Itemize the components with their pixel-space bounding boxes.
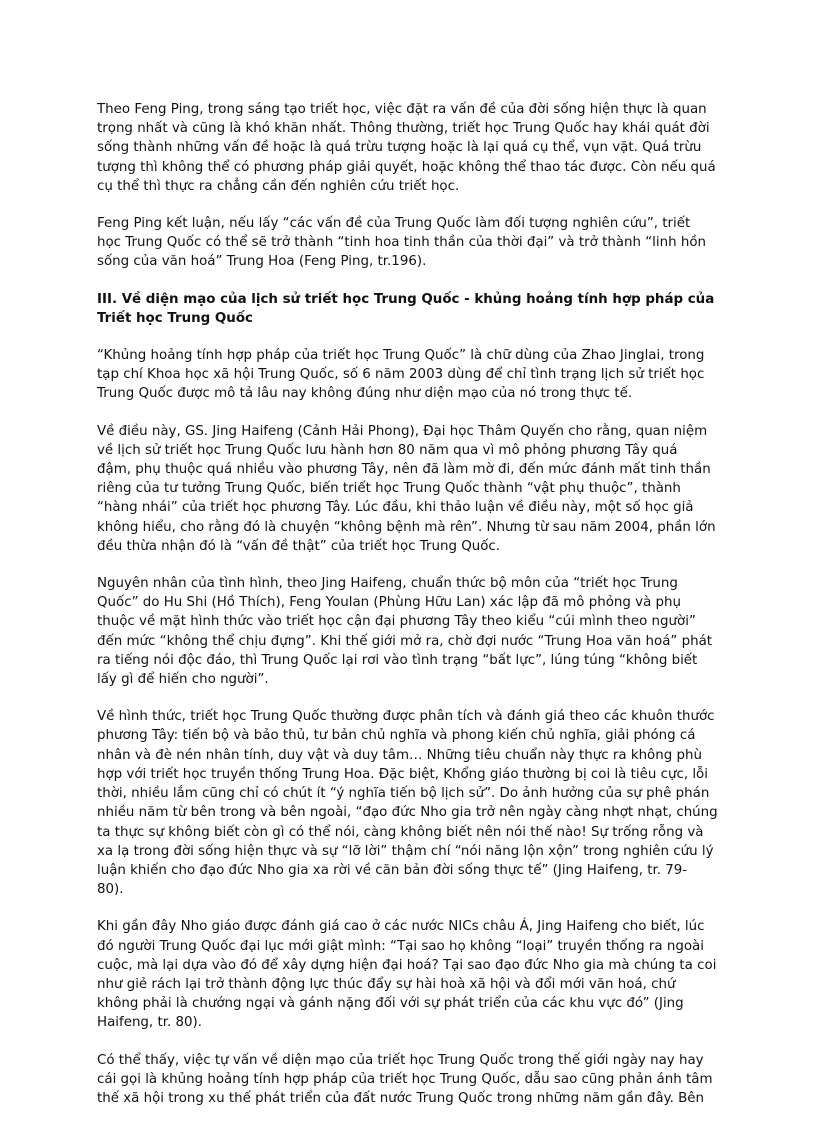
body-paragraph: [97, 346, 719, 404]
heading-line: III. Về diện mạo của lịch sử triết học Trung Quốc - khủng hoảng tính hợp pháp của: [97, 291, 715, 307]
paragraph-line: như giẻ rách lại trở thành động lực thúc đẩy sự hài hoà xã hội và đổi mới văn hoá, chứ: [97, 976, 676, 992]
heading-line: Triết học Trung Quốc: [97, 310, 253, 326]
paragraph-line: ra tiếng nói độc đáo, thì Trung Quốc lại rơi vào tình trạng “bất lực”, lúng túng “không biết: [97, 652, 698, 668]
paragraph-line: luận khiến cho đạo đức Nho gia xa rời về căn bản đời sống thực tế” (Jing Haifeng, tr. 79-: [97, 862, 688, 878]
paragraph-line: “Khủng hoảng tính hợp pháp của triết học Trung Quốc” là chữ dùng của Zhao Jinglai, trong: [97, 348, 705, 364]
paragraph-line: thuộc về mặt hình thức vào triết học cận đại phương Tây theo kiểu “cúi mình theo người”: [97, 614, 696, 630]
paragraph-line: “hàng nhái” của triết học phương Tây. Lúc đầu, khi thảo luận về điều này, một số học giả: [97, 500, 694, 516]
body-paragraph: [97, 100, 719, 196]
paragraph-line: thời, nhiều lắm cũng chỉ có chút ít “ý nghĩa tiến bộ lịch sử”. Do ảnh hưởng của sự phê phán: [97, 786, 710, 802]
paragraph-line: không phải là chướng ngại và gánh nặng đối với sự phát triển của các khu vực đó” (Jing: [97, 996, 684, 1012]
paragraph-line: đó người Trung Quốc đại lục mới giật mình: “Tại sao họ không “loại” truyền thống ra ngoài: [97, 938, 704, 954]
paragraph-line: Quốc” do Hu Shi (Hồ Thích), Feng Youlan (Phùng Hữu Lan) xác lập đã mô phỏng và phụ: [97, 595, 682, 611]
body-paragraph: [97, 422, 719, 556]
paragraph-line: Về hình thức, triết học Trung Quốc thường được phân tích và đánh giá theo các khuôn thước: [97, 709, 715, 725]
paragraph-line: phương Tây: tiến bộ và bảo thủ, tư bản chủ nghĩa và phong kiến chủ nghĩa, giải phóng cá: [97, 728, 696, 744]
body-paragraph: [97, 707, 719, 899]
paragraph-line: thế xã hội trong xu thế phát triển của đất nước Trung Quốc trong những năm gần đây. Bên: [97, 1090, 705, 1106]
paragraph-line: hợp với triết học truyền thống Trung Hoa. Đặc biệt, Khổng giáo thường bị coi là tiêu cực, lỗi: [97, 766, 708, 782]
document-page: [97, 100, 719, 1126]
paragraph-line: đậm, phụ thuộc quá nhiều vào phương Tây, nên đã làm mờ đi, đến mức đánh mất tinh thần: [97, 462, 711, 478]
paragraph-line: đều thừa nhận đó là “vấn đề thật” của triết học Trung Quốc.: [97, 538, 501, 554]
paragraph-line: Theo Feng Ping, trong sáng tạo triết học, việc đặt ra vấn đề của đời sống hiện thực là quan: [97, 102, 707, 117]
body-paragraph: [97, 214, 719, 272]
paragraph-line: xa lạ trong đời sống hiện thực và sự “lỡ lời” thậm chí “nói năng lộn xộn” trong nghiên cứu lý: [97, 843, 714, 859]
body-paragraph: [97, 917, 719, 1032]
paragraph-line: Khi gần đây Nho giáo được đánh giá cao ở các nước NICs châu Á, Jing Haifeng cho biết, lúc: [97, 919, 705, 935]
paragraph-line: 80).: [97, 882, 124, 898]
paragraph-line: Có thể thấy, việc tự vấn về diện mạo của triết học Trung Quốc trong thế giới ngày nay hay: [97, 1052, 704, 1068]
body-paragraph: [97, 574, 719, 689]
paragraph-line: cái gọi là khủng hoảng tính hợp pháp của triết học Trung Quốc, dẫu sao cũng phản ánh tâm: [97, 1071, 713, 1087]
paragraph-line: lấy gì để hiến cho người”.: [97, 672, 269, 688]
paragraph-line: trọng nhất và cũng là khó khăn nhất. Thông thường, triết học Trung Quốc hay khái quát đời: [97, 121, 710, 137]
paragraph-line: Haifeng, tr. 80).: [97, 1015, 203, 1031]
paragraph-line: Feng Ping kết luận, nếu lấy “các vấn đề của Trung Quốc làm đối tượng nghiên cứu”, triết: [97, 216, 691, 232]
paragraph-line: tượng thì không thể có phương pháp giải quyết, hoặc không thể thao tác được. Còn nếu quá: [97, 159, 716, 175]
paragraph-line: sống của văn hoá” Trung Hoa (Feng Ping, tr.196).: [97, 254, 427, 270]
body-paragraph: [97, 1051, 719, 1109]
paragraph-line: sống thành những vấn đề hoặc là quá trừu tượng hoặc là lại quá cụ thể, vụn vặt. Quá trừu: [97, 140, 702, 156]
paragraph-line: nhân và đè nén nhân tính, duy vật và duy tâm… Những tiêu chuẩn này thực ra không phù: [97, 747, 702, 763]
paragraph-line: Về điều này, GS. Jing Haifeng (Cảnh Hải Phong), Đại học Thâm Quyến cho rằng, quan niệm: [97, 423, 708, 439]
paragraph-line: không hiểu, cho rằng đó là chuyện “không bệnh mà rên”. Nhưng từ sau năm 2004, phần lớn: [97, 519, 716, 535]
paragraph-line: về lịch sử triết học Trung Quốc lưu hành hơn 80 năm qua vì mô phỏng phương Tây quá: [97, 442, 678, 458]
section-heading: [97, 290, 719, 328]
paragraph-line: nhiều năm từ bên trong và bên ngoài, “đạo đức Nho gia trở nên ngày càng nhợt nhạt, chúng: [97, 805, 718, 821]
paragraph-line: học Trung Quốc có thể sẽ trở thành “tinh hoa tinh thần của thời đại” và trở thành “linh hồn: [97, 235, 707, 251]
paragraph-line: Trung Quốc được mô tả lâu nay không đúng như diện mạo của nó trong thực tế.: [97, 386, 633, 402]
paragraph-line: ta thực sự không biết còn gì có thể nói, càng không biết nên nói thế nào! Sự trống rỗng và: [97, 824, 704, 840]
paragraph-line: Nguyên nhân của tình hình, theo Jing Haifeng, chuẩn thức bộ môn của “triết học Trung: [97, 576, 678, 592]
paragraph-line: đến mức “không thể chịu đựng”. Khi thế giới mở ra, chờ đợi nước “Trung Hoa văn hoá” phát: [97, 633, 713, 649]
paragraph-line: tạp chí Khoa học xã hội Trung Quốc, số 6 năm 2003 dùng để chỉ tình trạng lịch sử triết học: [97, 367, 705, 383]
paragraph-line: cuộc, mà lại dựa vào đó để xây dựng hiện đại hoá? Tại sao đạo đức Nho gia mà chúng ta coi: [97, 957, 717, 973]
paragraph-line: riêng của tư tưởng Trung Quốc, biến triết học Trung Quốc thành “vật phụ thuộc”, thành: [97, 481, 681, 497]
paragraph-line: cụ thể thì thực ra chẳng cần đến nghiên cứu triết học.: [97, 178, 460, 194]
